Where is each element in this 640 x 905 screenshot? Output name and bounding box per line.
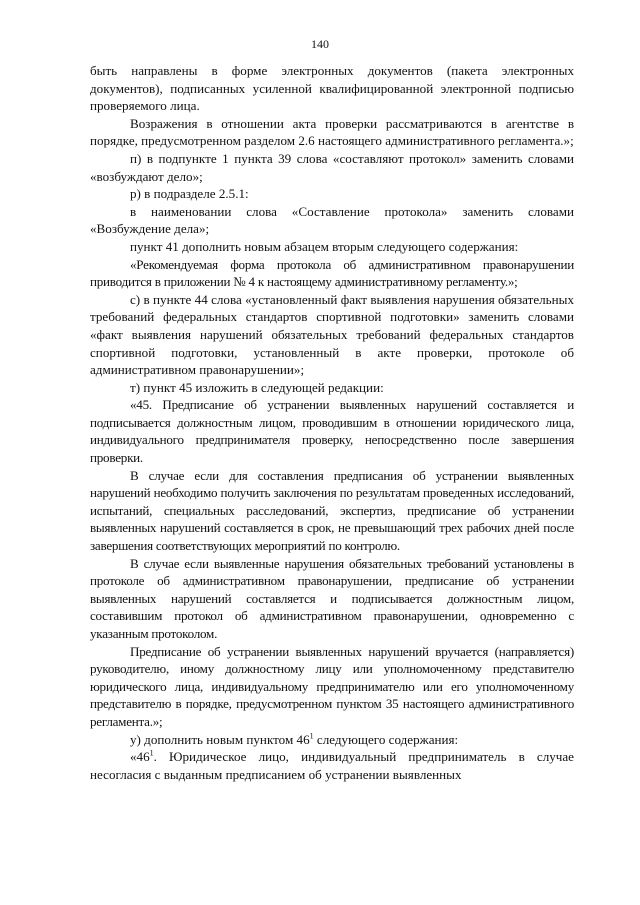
paragraph-6: «Рекомендуемая форма протокола об административном правонарушении приводится в приложении № 4 к настоящему административному регламенту.»; [90, 256, 574, 290]
paragraph-9: «45. Предписание об устранении выявленных нарушений составляется и подписывается должностным лицом, проводившим в отношении юридического лица, индивидуального предпринимателя проверку, непосредственно после завершения проверки. [90, 397, 574, 466]
paragraph-7: с) в пункте 44 слова «установленный факт выявления нарушения обязательных требований федеральных стандартов спортивной подготовки» заменить словами «факт выявления нарушений обязательных требований федеральных стандартов спортивной подготовки, установленный в акте проверки, протоколе об административном правонарушении»; [90, 291, 574, 378]
paragraph-3: р) в подразделе 2.5.1: [130, 186, 249, 202]
paragraph-2: п) в подпункте 1 пункта 39 слова «составляют протокол» заменить словами «возбуждают дело»; [90, 150, 574, 184]
paragraph-1: Возражения в отношении акта проверки рассматриваются в агентстве в порядке, предусмотренном разделом 2.6 настоящего административного регламента.»; [90, 115, 574, 149]
paragraph-0: быть направлены в форме электронных документов (пакета электронных документов), подписанных усиленной квалифицированной электронной подписью проверяемого лица. [90, 63, 574, 114]
paragraph-12: Предписание об устранении выявленных нарушений вручается (направляется) руководителю, иному должностному лицу или уполномоченному представителю юридического лица, индивидуальному предпринимателю или его уполномоченному представителю в порядке, предусмотренном пунктом 35 настоящего административного регламента.»; [90, 643, 574, 729]
paragraph-item-u [90, 731, 574, 749]
item-46-1-text: . Юридическое лицо, индивидуальный предприниматель в случае несогласия с выданным предписанием об устранении выявленных [90, 749, 574, 782]
page-number: 140 [311, 37, 329, 51]
item-u-text-end: следующего содержания: [313, 731, 459, 747]
item-46-1-number: «46 [130, 749, 150, 765]
item-u-superscript: 1 [309, 731, 314, 741]
paragraph-11: В случае если выявленные нарушения обязательных требований установлены в протоколе об административном правонарушении, предписание об устранении выявленных нарушений составляется и подписывается должностным лицом, составившим протокол об административном правонарушении, одновременно с указанным протоколом. [90, 555, 574, 641]
item-46-1-superscript: 1 [149, 748, 154, 758]
paragraph-5: пункт 41 дополнить новым абзацем вторым следующего содержания: [130, 238, 519, 254]
item-u-text: у) дополнить новым пунктом 46 [130, 731, 310, 747]
paragraph-4: в наименовании слова «Составление протокола» заменить словами «Возбуждение дела»; [90, 203, 574, 237]
paragraph-8: т) пункт 45 изложить в следующей редакции: [130, 379, 384, 395]
paragraph-10: В случае если для составления предписания об устранении выявленных нарушений необходимо получить заключения по результатам проведенных исследований, испытаний, специальных расследований, экспертиз, предписание об устранении выявленных нарушений составляется в срок, не превышающий трех рабочих дней после завершения соответствующих мероприятий по контролю. [90, 467, 574, 554]
document-body [90, 62, 574, 783]
paragraph-item-46-1 [90, 748, 574, 783]
